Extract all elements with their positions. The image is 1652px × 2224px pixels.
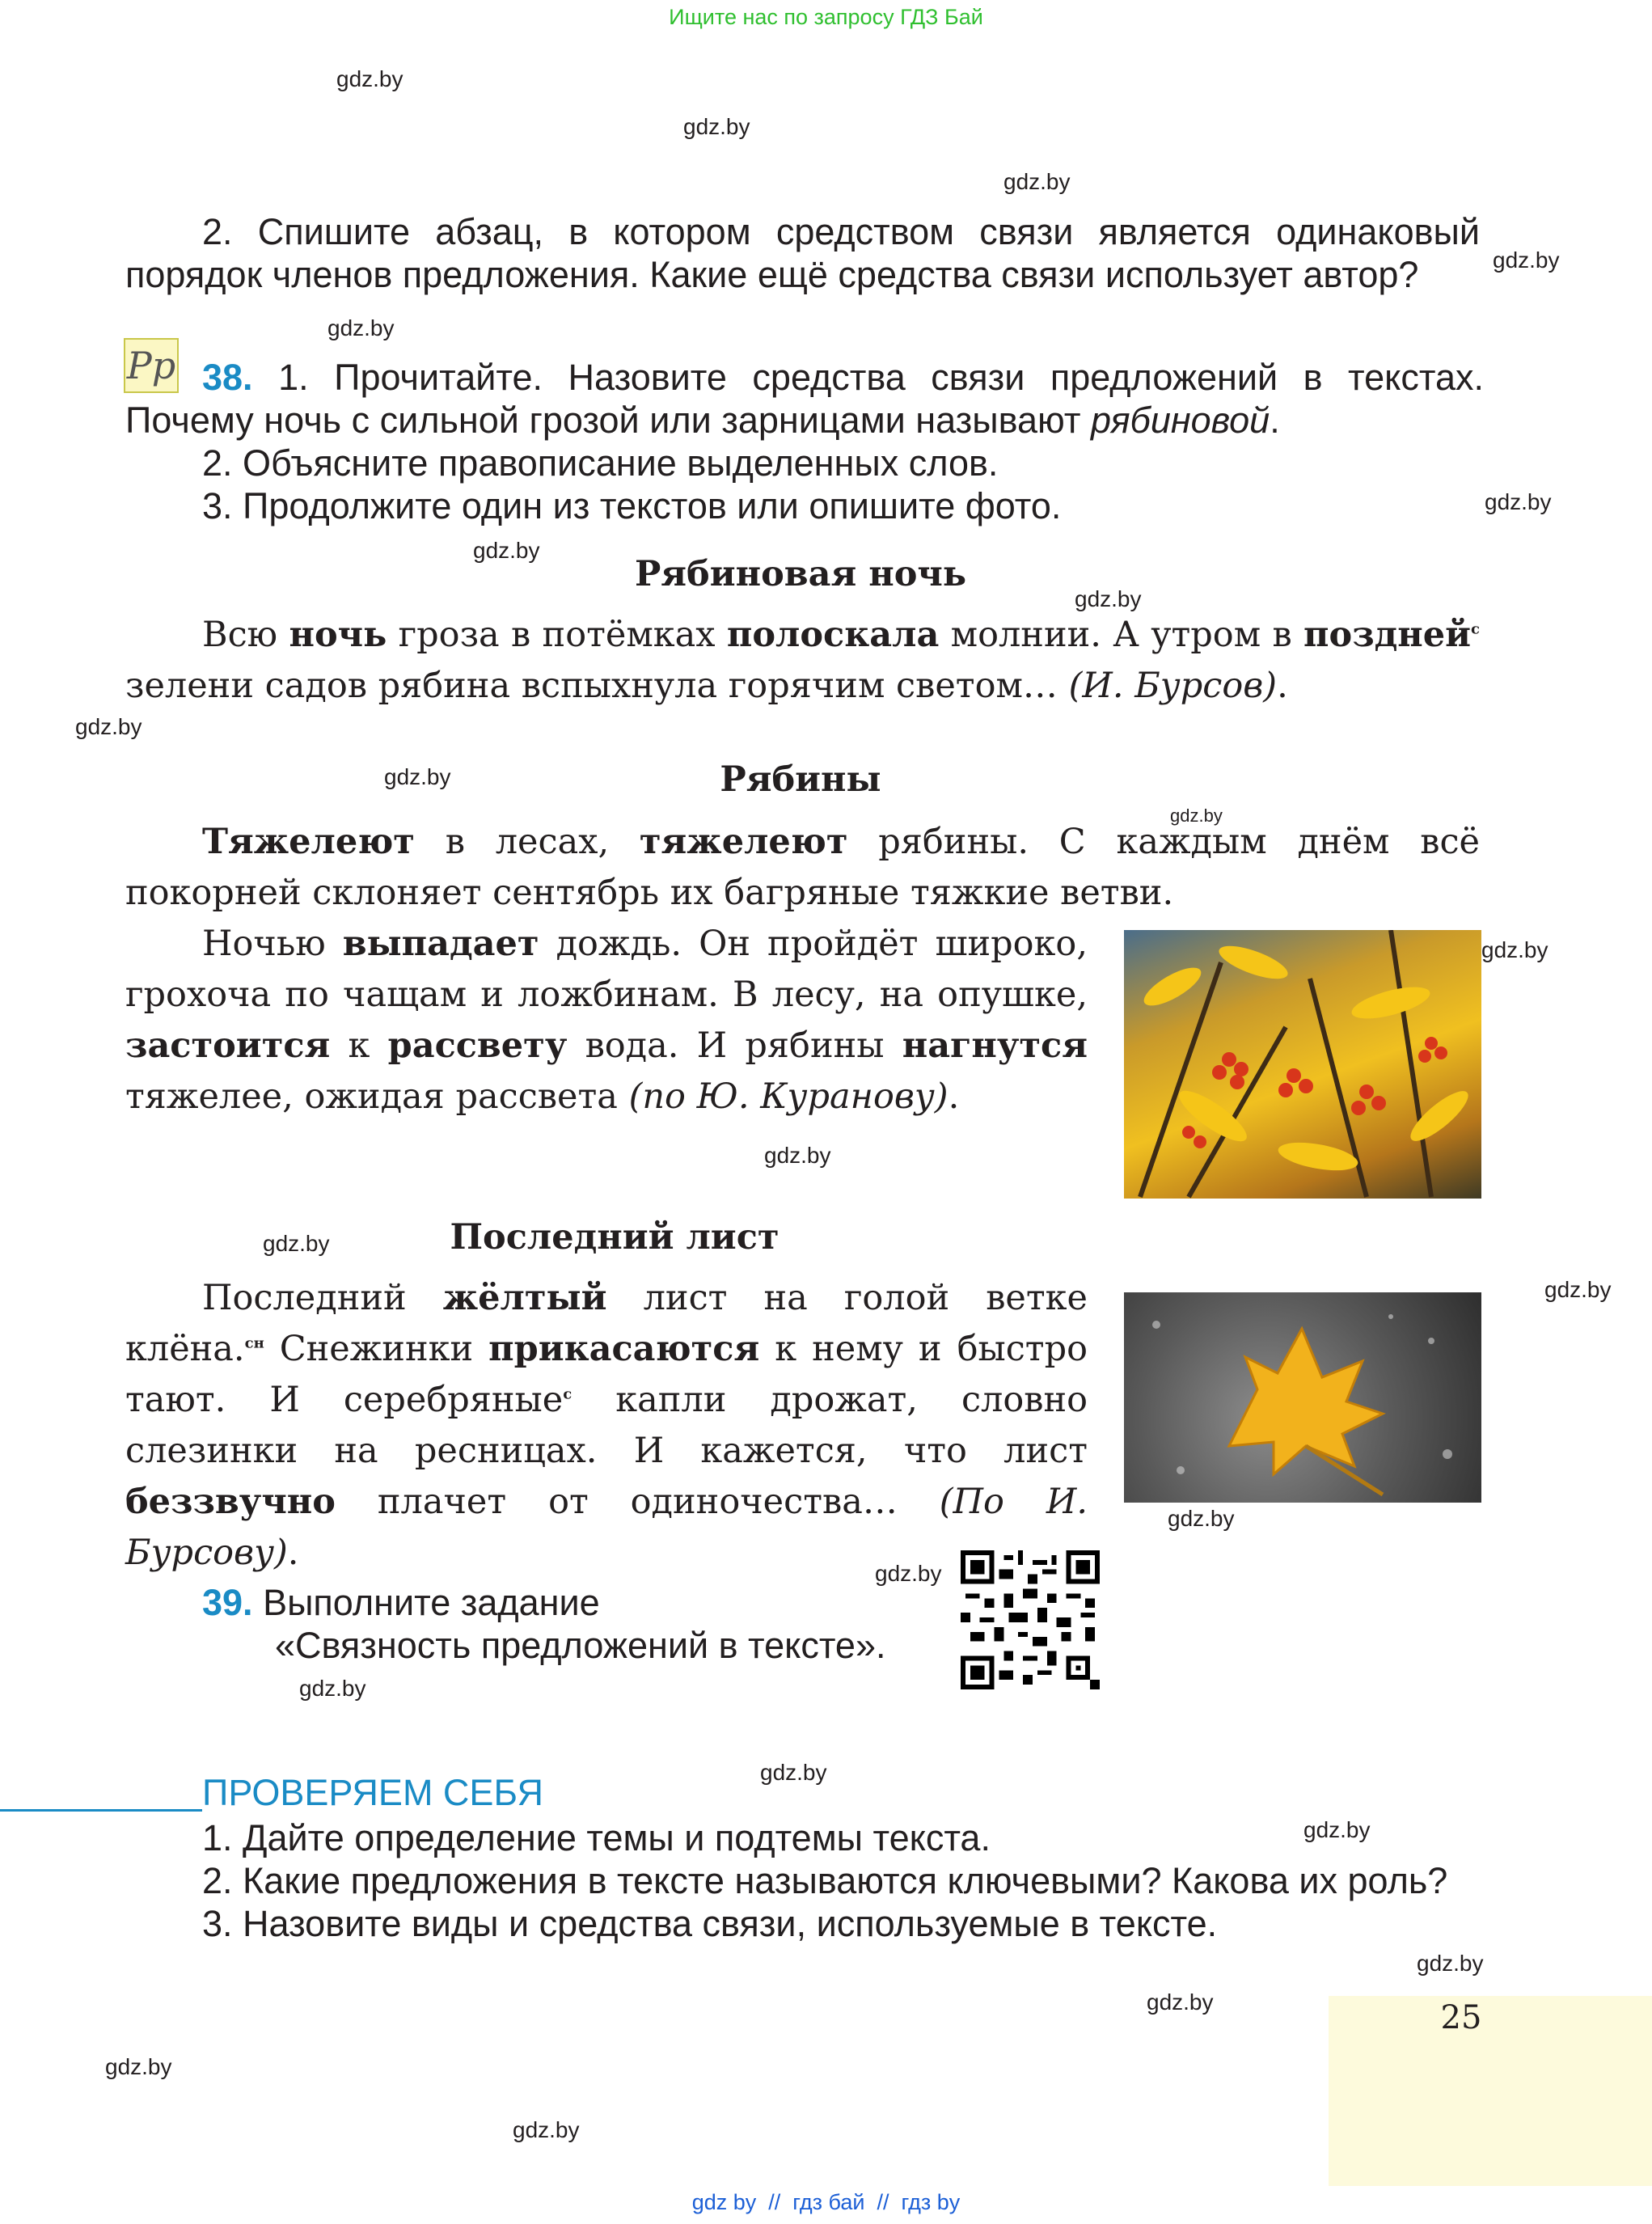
page-number: 25	[1440, 1999, 1482, 2036]
text1-paragraph: Всю ночь гроза в потёмках полоскала молнии. А утром в поздней$^с$ зелени садов рябина вспыхнула горячим светом… (И. Бурсов).	[125, 615, 1480, 706]
text2-paragraph-1: Тяжелеют в лесах, тяжелеют рябины. С каждым днём всё покорней склоняет сентябрь их багряные тяжкие ветви.	[125, 822, 1480, 913]
task-38-item-1	[125, 356, 1484, 442]
watermark: gdz.by	[473, 538, 540, 563]
watermark: gdz.by	[764, 1143, 831, 1168]
task-prev-item-2: 2. Спишите абзац, в котором средством связи является одинаковый порядок членов предложения. Какие ещё средства связи использует автор?	[125, 211, 1480, 295]
task-39	[202, 1581, 946, 1667]
watermark: gdz.by	[1481, 937, 1548, 962]
watermark: gdz.by	[105, 2054, 172, 2079]
text2-title: Рябины	[720, 759, 881, 800]
task-39-number: 39.	[202, 1582, 253, 1623]
review-question-1: 1. Дайте определение темы и подтемы текста.	[202, 1817, 991, 1858]
watermark: gdz.by	[1544, 1277, 1612, 1302]
task-38-number: 38.	[202, 357, 253, 398]
text3-paragraph: Последний жёлтый лист на голой ветке клёна.$^{сн}$ Снежинки прикасаются к нему и быстро тают. И серебряные$^с$ капли дрожат, словно слезинки на ресницах. И кажется, что лист беззвучно плачет от одиночества… (По И. Бурсову).	[125, 1278, 1088, 1573]
top-banner: Ищите нас по запросу ГДЗ Бай	[669, 5, 983, 29]
task-38-item-3: 3. Продолжите один из текстов или опишите фото.	[202, 485, 1062, 526]
qr-code-icon	[961, 1550, 1100, 1689]
rowan-photo	[1124, 930, 1481, 1199]
task-38-block	[125, 356, 1484, 527]
watermark: gdz.by	[327, 315, 395, 340]
watermark: gdz.by	[1075, 586, 1142, 611]
task-38-item-2: 2. Объясните правописание выделенных слов.	[202, 442, 999, 484]
text1-title: Рябиновая ночь	[634, 554, 967, 594]
review-divider	[0, 1809, 202, 1812]
watermark: gdz.by	[1003, 169, 1071, 194]
task-38-line1-end: .	[1270, 400, 1280, 441]
watermark: gdz.by	[1168, 1506, 1235, 1531]
task-38-line1: 1. Прочитайте. Назовите средства связи предложений в текстах. Почему ночь с сильной грозой или зарницами называют	[125, 357, 1484, 441]
watermark: gdz.by	[299, 1676, 366, 1701]
leaf-photo	[1124, 1292, 1481, 1503]
text3-title: Последний лист	[450, 1217, 780, 1258]
task-38-italic-word: рябиновой	[1090, 400, 1270, 441]
watermark: gdz.by	[384, 764, 451, 789]
task-39-line2: «Связность предложений в тексте».	[275, 1625, 886, 1666]
watermark: gdz.by	[1303, 1817, 1371, 1842]
watermark: gdz.by	[1170, 805, 1223, 826]
watermark: gdz.by	[1493, 247, 1560, 273]
qr-code[interactable]	[961, 1550, 1100, 1689]
task-39-line1: Выполните задание	[263, 1582, 600, 1623]
rowan-illustration	[1124, 930, 1481, 1199]
watermark: gdz.by	[513, 2117, 580, 2142]
watermark: gdz.by	[263, 1231, 330, 1256]
footer-links[interactable]: gdz by // гдз бай // гдз by	[691, 2190, 961, 2214]
review-heading: ПРОВЕРЯЕМ СЕБЯ	[202, 1772, 543, 1813]
watermark: gdz.by	[1485, 489, 1552, 514]
watermark: gdz.by	[1147, 1989, 1214, 2015]
review-question-2: 2. Какие предложения в тексте называются ключевыми? Какова их роль?	[202, 1860, 1448, 1901]
review-question-3: 3. Назовите виды и средства связи, используемые в тексте.	[202, 1903, 1218, 1944]
watermark: gdz.by	[760, 1760, 827, 1785]
watermark: gdz.by	[683, 114, 750, 139]
review-questions	[202, 1816, 1496, 1945]
watermark: gdz.by	[875, 1561, 942, 1586]
text2-paragraph-2: Ночью выпадает дождь. Он пройдёт широко, грохоча по чащам и ложбинам. В лесу, на опушке, застоится к рассвету вода. И рябины нагнутся тяжелее, ожидая рассвета (по Ю. Куранову).	[125, 924, 1088, 1117]
speech-development-icon: Рр	[124, 338, 179, 393]
watermark: gdz.by	[1417, 1951, 1484, 1976]
maple-leaf-illustration	[1124, 1292, 1481, 1503]
watermark: gdz.by	[75, 714, 142, 739]
watermark: gdz.by	[336, 66, 403, 91]
